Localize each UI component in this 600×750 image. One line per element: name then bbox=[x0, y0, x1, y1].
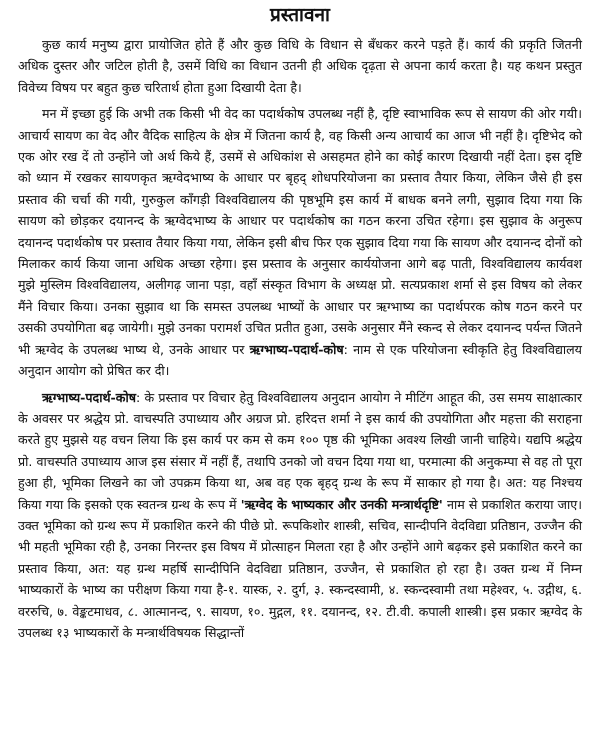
paragraph-1-text: कुछ कार्य मनुष्य द्वारा प्रायोजित होते हैं और कुछ विधि के विधान से बँधकर करने पड़ते हैं। कार्य की प्रकृति जितनी अधिक दुस्तर और जटिल होती है, उसमें विधि का विधान उतनी ही अधिक दृढ़ता से अपना कार्य करता है। यह कथन प्रस्तुत विवेच्य विषय पर बहुत कुछ चरितार्थ होता हुआ दिखायी देता है। bbox=[18, 37, 582, 95]
paragraph-2 bbox=[18, 103, 582, 381]
paragraph-2-tail: : नाम से एक परियोजना स्वीकृति हेतु विश्वविद्यालय अनुदान आयोग को प्रेषित कर दी। bbox=[18, 341, 582, 379]
paragraph-3-bold-term: ऋग्भाष्य-पदार्थ-कोष bbox=[42, 389, 136, 405]
paragraph-3-tail: नाम से प्रकाशित कराया जाए। उक्त भूमिका को ग्रन्थ रूप में प्रकाशित करने की पीछे प्रो. रूपकिशोर शास्त्री, सचिव, सान्दीपनि वेदविद्या प्रतिष्ठान, उज्जैन की भी महती भूमिका रही है, उनका निरन्तर इस विषय में प्रोत्साहन मिलता रहा है और उन्होंने आगे बढ़कर इसे प्रकाशित करने का प्रस्ताव किया, अत: यह ग्रन्थ महर्षि सान्दीपिनि वेदविद्या प्रतिष्ठान, उज्जैन, से प्रकाशित हो रहा है। उक्त ग्रन्थ में निम्न भाष्यकारों के भाष्य का परीक्षण किया गया है-१. यास्क, २. दुर्ग, ३. स्कन्दस्वामी, ४. स्कन्दस्वामी तथा महेश्वर, ५. उद्गीथ, ६. वररुचि, ७. वेङ्कटमाधव, ८. आत्मानन्द, ९. सायण, १०. मुद्गल, ११. दयानन्द, १२. टी.वी. कपाली शास्त्री। इस प्रकार ऋग्वेद के उपलब्ध १३ भाष्यकारों के मन्त्रार्थविषयक सिद्धान्तों bbox=[18, 496, 582, 640]
paragraph-2-bold-term: ऋग्भाष्य-पदार्थ-कोष bbox=[249, 341, 344, 357]
page-title: प्रस्तावना bbox=[270, 4, 330, 26]
paragraph-3 bbox=[18, 387, 582, 644]
paragraph-2-text: मन में इच्छा हुई कि अभी तक किसी भी वेद का पदार्थकोष उपलब्ध नहीं है, दृष्टि स्वाभाविक रूप से सायण की ओर गयी। आचार्य सायण का वेद और वैदिक साहित्य के क्षेत्र में जितना कार्य है, वह किसी अन्य आचार्य का आज भी नहीं है। दृष्टिभेद को एक ओर रख दें तो उन्होंने जो अर्थ किये हैं, उसमें से अधिकांश से असहमत होने का कोई कारण दिखायी नहीं देता। इस दृष्टि को ध्यान में रखकर सायणकृत ऋग्वेदभाष्य के आधार पर बृहद् शोधपरियोजना का प्रस्ताव तैयार किया, लेकिन जैसे ही इस प्रस्ताव की चर्चा की गयी, गुरुकुल काँगड़ी विश्वविद्यालय की पृष्ठभूमि इस कार्य में बाधक बनने लगी, सुझाव दिया गया कि सायण को छोड़कर दयानन्द के ऋग्वेदभाष्य के आधार पर पदार्थकोष का गठन करना उचित रहेगा। इस सुझाव के अनुरूप दयानन्द पदार्थकोष पर प्रस्ताव तैयार किया गया, लेकिन इसी बीच फिर एक सुझाव दिया गया कि सायण और दयानन्द दोनों को मिलाकर कार्य किया जाना अधिक अच्छा रहेगा। इस प्रस्ताव के अनुसार कार्ययोजना आगे बढ़ पाती, विश्वविद्यालय कार्यवश मुझे मुस्लिम विश्वविद्यालय, अलीगढ़ जाना पड़ा, वहाँ संस्कृत विभाग के अध्यक्ष प्रो. सत्यप्रकाश शर्मा से इस विषय को लेकर मैंने विचार किया। उनका सुझाव था कि समस्त उपलब्ध भाष्यों के आधार पर ऋग्भाष्य का पदार्थपरक कोष गठन करने पर उसकी उपयोगिता बढ़ जायेगी। मुझे उनका परामर्श उचित प्रतीत हुआ, उसके अनुसार मैंने स्कन्द से लेकर दयानन्द पर्यन्त जितने भी ऋग्वेद के उपलब्ध भाष्य थे, उनके आधार पर bbox=[18, 106, 582, 357]
paragraph-3-text: : के प्रस्ताव पर विचार हेतु विश्वविद्यालय अनुदान आयोग ने मीटिंग आहूत की, उस समय साक्षात्कार के अवसर पर श्रद्धेय प्रो. वाचस्पति उपाध्याय और अग्रज प्रो. हरिदत्त शर्मा ने इस कार्य की उपयोगिता और महत्ता की सराहना करते हुए मुझसे यह वचन लिया कि इस कार्य पर कम से कम १०० पृष्ठ की भूमिका अवश्य लिखी जानी चाहिये। यद्यपि श्रद्धेय प्रो. वाचस्पति उपाध्याय आज इस संसार में नहीं हैं, तथापि उनको जो वचन दिया गया था, परमात्मा की अनुकम्पा से वह तो पूरा हुआ ही, भूमिका लिखने का जो उपक्रम किया था, अब वह एक बृहद् ग्रन्थ के रूप में साकार हो गया है। अत: यह निश्चय किया गया कि इसको एक स्वतन्त्र ग्रन्थ के रूप में bbox=[18, 389, 582, 512]
paragraph-3-book-title: 'ऋग्वेद के भाष्यकार और उनकी मन्त्रार्थदृष्टि' bbox=[240, 496, 443, 512]
paragraph-1 bbox=[18, 34, 582, 98]
